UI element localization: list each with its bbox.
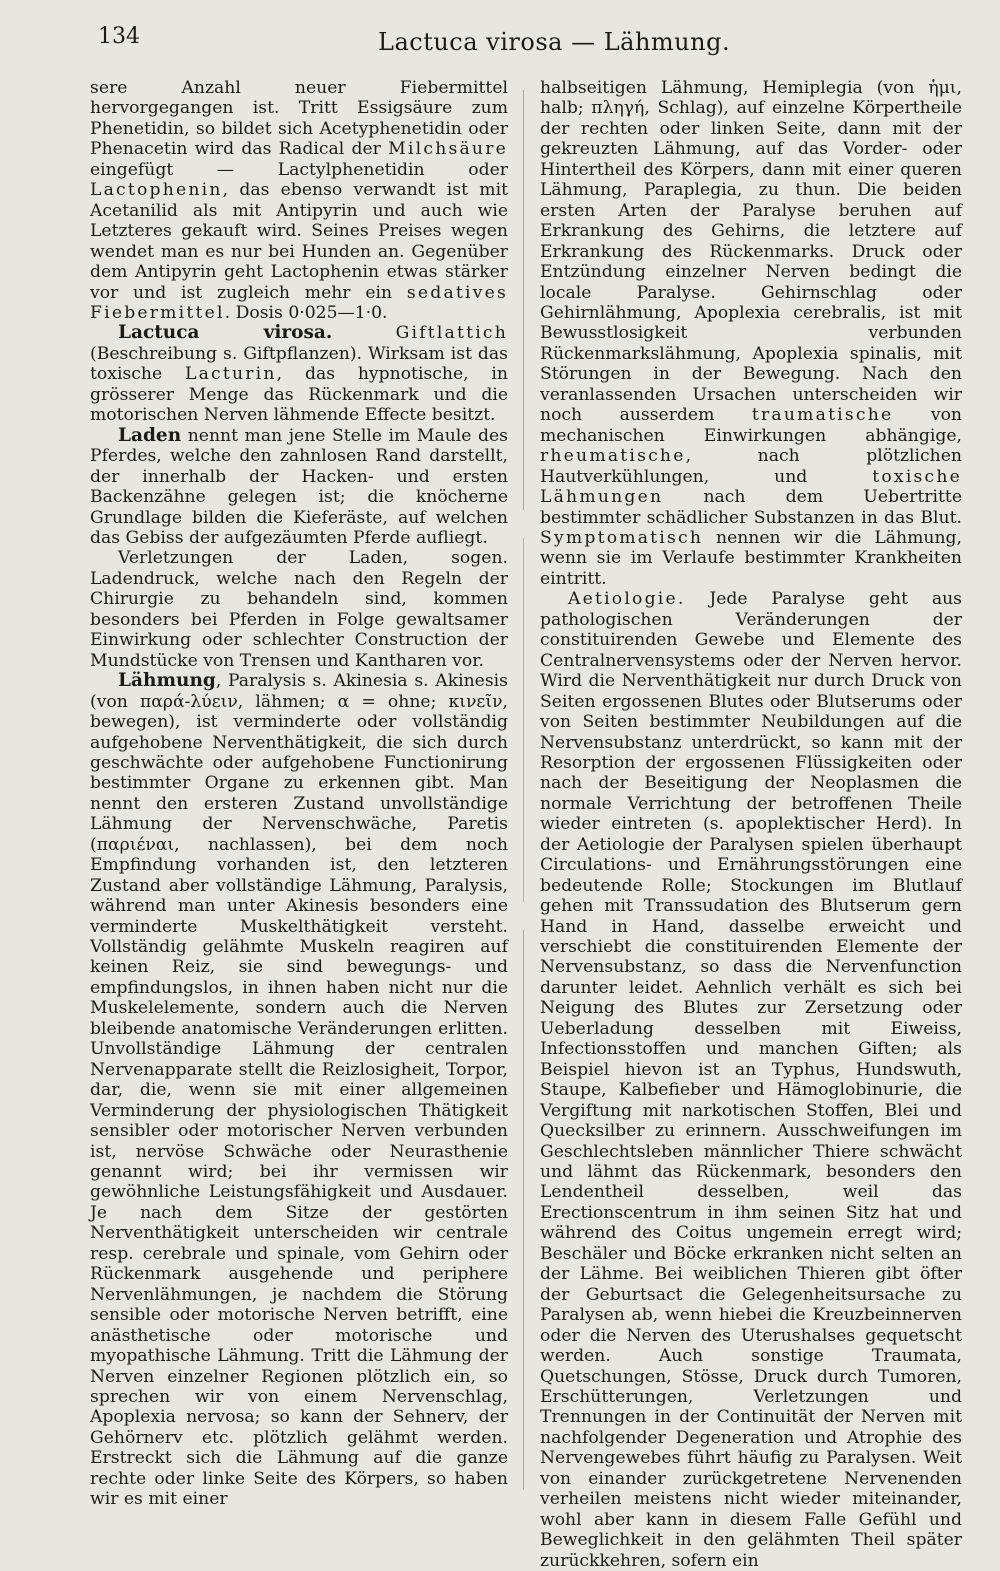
right-column: [540, 78, 962, 1571]
entry-headword: Lactuca virosa.: [118, 322, 333, 344]
text-run: von mechanischen Einwirkungen abhängige,: [540, 405, 962, 446]
text-run: , nach plötzlichen Hautverkühlungen, und: [540, 446, 962, 487]
entry-lactuca-virosa: [90, 323, 508, 425]
spaced-term: Lactophenin: [90, 180, 223, 201]
column-divider: [523, 90, 524, 1490]
text-run: (Beschreibung s. Giftpflanzen). Wirksam ist das toxische: [90, 343, 508, 385]
paragraph-aetiologie: [540, 589, 962, 1571]
text-run: Jede Paralyse geht aus pathologischen Veränderungen der constituirenden Gewebe und Elemente des Centralnervensystems oder der Nerven hervor. Wird die Nerventhätigkeit nur durch Druck von Seiten ergossenen Blutes oder Blutserums oder von Seiten bestimmter Neubildungen auf die Nervensubstanz unterdrückt, so kann mit der Resorption der ergossenen Flüssigkeiten oder nach der Beseitigung der Neoplasmen die normale Verrichtung der betroffenen Theile wieder eintreten (s. apoplektischer Herd). In der Aetiologie der Paralysen spielen überhaupt Circulations- und Ernährungsstörungen eine bedeutende Rolle; Stockungen im Blutlauf gehen mit Transsudation des Blutserum gern Hand in Hand, dasselbe erweicht und verschiebt die constituirenden Elemente der Nervensubstanz, so dass die Nervenfunction darunter leidet. Aehnlich verhält es sich bei Neigung des Blutes zur Zersetzung oder Ueberladung desselben mit Eiweiss, Infectionsstoffen und manchen Giften; als Beispiel hievon ist an Typhus, Hundswuth, Staupe, Kalbefieber und Hämoglobinurie, die Vergiftung mit narkotischen Stoffen, Blei und Quecksilber zu erinnern. Ausschweifungen im Geschlechtsleben männlicher Thiere schwächt und lähmt das Rückenmark, besonders den Lendentheil desselben, weil das Erectionscentrum in ihm seinen Sitz hat und während des Coitus ungemein erregt wird; Beschäler und Böcke erkranken nicht selten an der Lähme. Bei weiblichen Thieren gibt öfter der Geburtsact die Gelegenheitsursache zu Paralysen ab, wenn hiebei die Kreuzbeinnerven oder die Nerven des Uterushalses gequetscht werden. Auch sonstige Traumata, Quetschungen, Stösse, Druck durch Tumoren, Erschütterungen, Verletzungen und Trennungen in der Continuität der Nerven mit nachfolgender Degeneration und Atrophie des Nervengewebes führt häufig zu Paralysen. Weit von einander zurückgetretene Nervenenden verheilen meistens nicht wieder miteinander, wohl aber kann in diesem Falle Gefühl und Beweglichkeit in den gelähmten Theil später zurückkehren, sofern ein: [540, 589, 962, 1571]
spaced-term: sedatives Fiebermittel: [90, 282, 509, 323]
spaced-term: toxische Lähmungen: [540, 466, 963, 508]
entry-headword: Lähmung: [118, 670, 216, 692]
paragraph-lactophenin: [90, 78, 508, 323]
spaced-term: traumatische: [751, 405, 894, 426]
spaced-term: Lacturin: [184, 364, 277, 385]
spaced-term: Giftlattich: [395, 323, 509, 344]
page-header: [0, 22, 1000, 62]
spaced-term: rheumatische: [540, 446, 686, 467]
text-run: , das ebenso verwandt ist mit Acetanilid als mit Antipyrin und auch wie Letzteres gekauft wird. Seines Preises wegen wendet man es nur bei Hunden an. Gegenüber dem Antipyrin geht Lactophenin etwas stärker vor und ist zugleich mehr ein: [90, 180, 508, 303]
text-run: , Paralysis s. Akinesia s. Akinesis (von παρά-λύειν, lähmen; α = ohne; κινεῖν, bewegen), ist verminderte oder vollständig aufgehobene Nerventhätigkeit, die sich durch geschwächte oder aufgehobene Functionirung bestimmter Organe zu erkennen gibt. Man nennt den ersteren Zustand unvollständige Lähmung der Nervenschwäche, Paretis (παριέναι, nachlassen), bei dem noch Empfindung vorhanden ist, den letzteren Zustand aber vollständige Lähmung, Paralysis, während man unter Akinesis besonders eine verminderte Muskelthätigkeit versteht. Vollständig gelähmte Muskeln reagiren auf keinen Reiz, sie sind bewegungs- und empfindungslos, in ihnen haben nicht nur die Muskelelemente, sondern auch die Nerven bleibende anatomische Veränderungen erlitten. Unvollständige Lähmung der centralen Nervenapparate stellt die Reizlosigheit, Torpor, dar, die, wenn sie mit einer allgemeinen Verminderung der physiologischen Thätigkeit sensibler oder motorischer Nerven verbunden ist, nervöse Schwäche oder Neurasthenie genannt wird; bei ihr vermissen wir gewöhnliche Leistungsfähigkeit und Ausdauer. Je nach dem Sitze der gestörten Nerventhätigkeit unterscheiden wir centrale resp. cerebrale und spinale, vom Gehirn oder Rückenmark ausgehende und periphere Nervenlähmungen, je nachdem die Störung sensible oder motorische Nerven betrifft, eine anästhetische oder motorische und myopathische Lähmung. Tritt die Lähmung der Nerven einzelner Regionen plötzlich ein, so sprechen wir von einem Nervenschlag, Apoplexia nervosa; so kann der Sehnerv, der Gehörnerv etc. plötzlich gelähmt werden. Erstreckt sich die Lähmung auf die ganze rechte oder linke Seite des Körpers, so haben wir es mit einer: [90, 671, 508, 1510]
spaced-term: Aetiologie.: [568, 589, 686, 610]
spaced-term: Milchsäure: [388, 139, 508, 160]
entry-laden: [90, 426, 508, 549]
text-run: eingefügt — Lactylphenetidin oder: [90, 159, 508, 180]
text-run: . Dosis 0·025—1·0.: [224, 302, 388, 323]
text-run: sere Anzahl neuer Fiebermittel hervorgegangen ist. Tritt Essigsäure zum Phenetidin, so bildet sich Acetyphenetidin oder Phenacetin wird das Radical der: [90, 78, 508, 160]
spaced-term: Symptomatisch: [540, 527, 704, 548]
entry-headword: Laden: [118, 424, 182, 446]
text-run: nennt man jene Stelle im Maule des Pferdes, welche den zahnlosen Rand darstellt, der innerhalb der Hacken- und ersten Backenzähne gelegen ist; die knöcherne Grundlage bilden die Kieferäste, auf welchen das Gebiss der aufgezäumten Pferde aufliegt.: [90, 425, 508, 548]
paragraph-laehmung-cont: [540, 78, 962, 589]
entry-laehmung: [90, 671, 508, 1510]
page-number: 134: [98, 24, 140, 49]
text-run: , das hypnotische, in grösserer Menge das Rückenmark und die motorischen Nerven lähmende Effecte besitzt.: [90, 364, 508, 426]
text-run: halbseitigen Lähmung, Hemiplegia (von ἡμι, halb; πληγή, Schlag), auf einzelne Körpertheile der rechten oder linken Seite, dann mit der gekreuzten Lähmung, auf das Vorder- oder Hintertheil des Körpers, dann mit einer queren Lähmung, Paraplegia, zu thun. Die beiden ersten Arten der Paralyse beruhen auf Erkrankung des Gehirns, die letztere auf Erkrankung des Rückenmarks. Druck oder Entzündung einzelner Nerven bedingt die locale Paralyse. Gehirnschlag oder Gehirnlähmung, Apoplexia cerebralis, ist mit Bewusstlosigkeit verbunden Rückenmarkslähmung, Apoplexia spinalis, mit Störungen in der Bewegung. Nach den veranlassenden Ursachen unterscheiden wir noch ausserdem: [540, 78, 962, 426]
running-title: Lactuca virosa — Lähmung.: [378, 28, 731, 56]
left-column: [90, 78, 508, 1510]
text-run: nennen wir die Lähmung, wenn sie im Verlaufe bestimmter Krankheiten eintritt.: [540, 527, 962, 589]
text-run: Verletzungen der Laden, sogen. Ladendruck, welche nach den Regeln der Chirurgie zu behandeln sind, kommen besonders bei Pferden in Folge gewaltsamer Einwirkung oder schlechter Construction der Mundstücke von Trensen und Kantharen vor.: [90, 548, 508, 671]
text-run: nach dem Uebertritte bestimmter schädlicher Substanzen in das Blut.: [540, 487, 962, 528]
paragraph-verletzungen: [90, 548, 508, 671]
